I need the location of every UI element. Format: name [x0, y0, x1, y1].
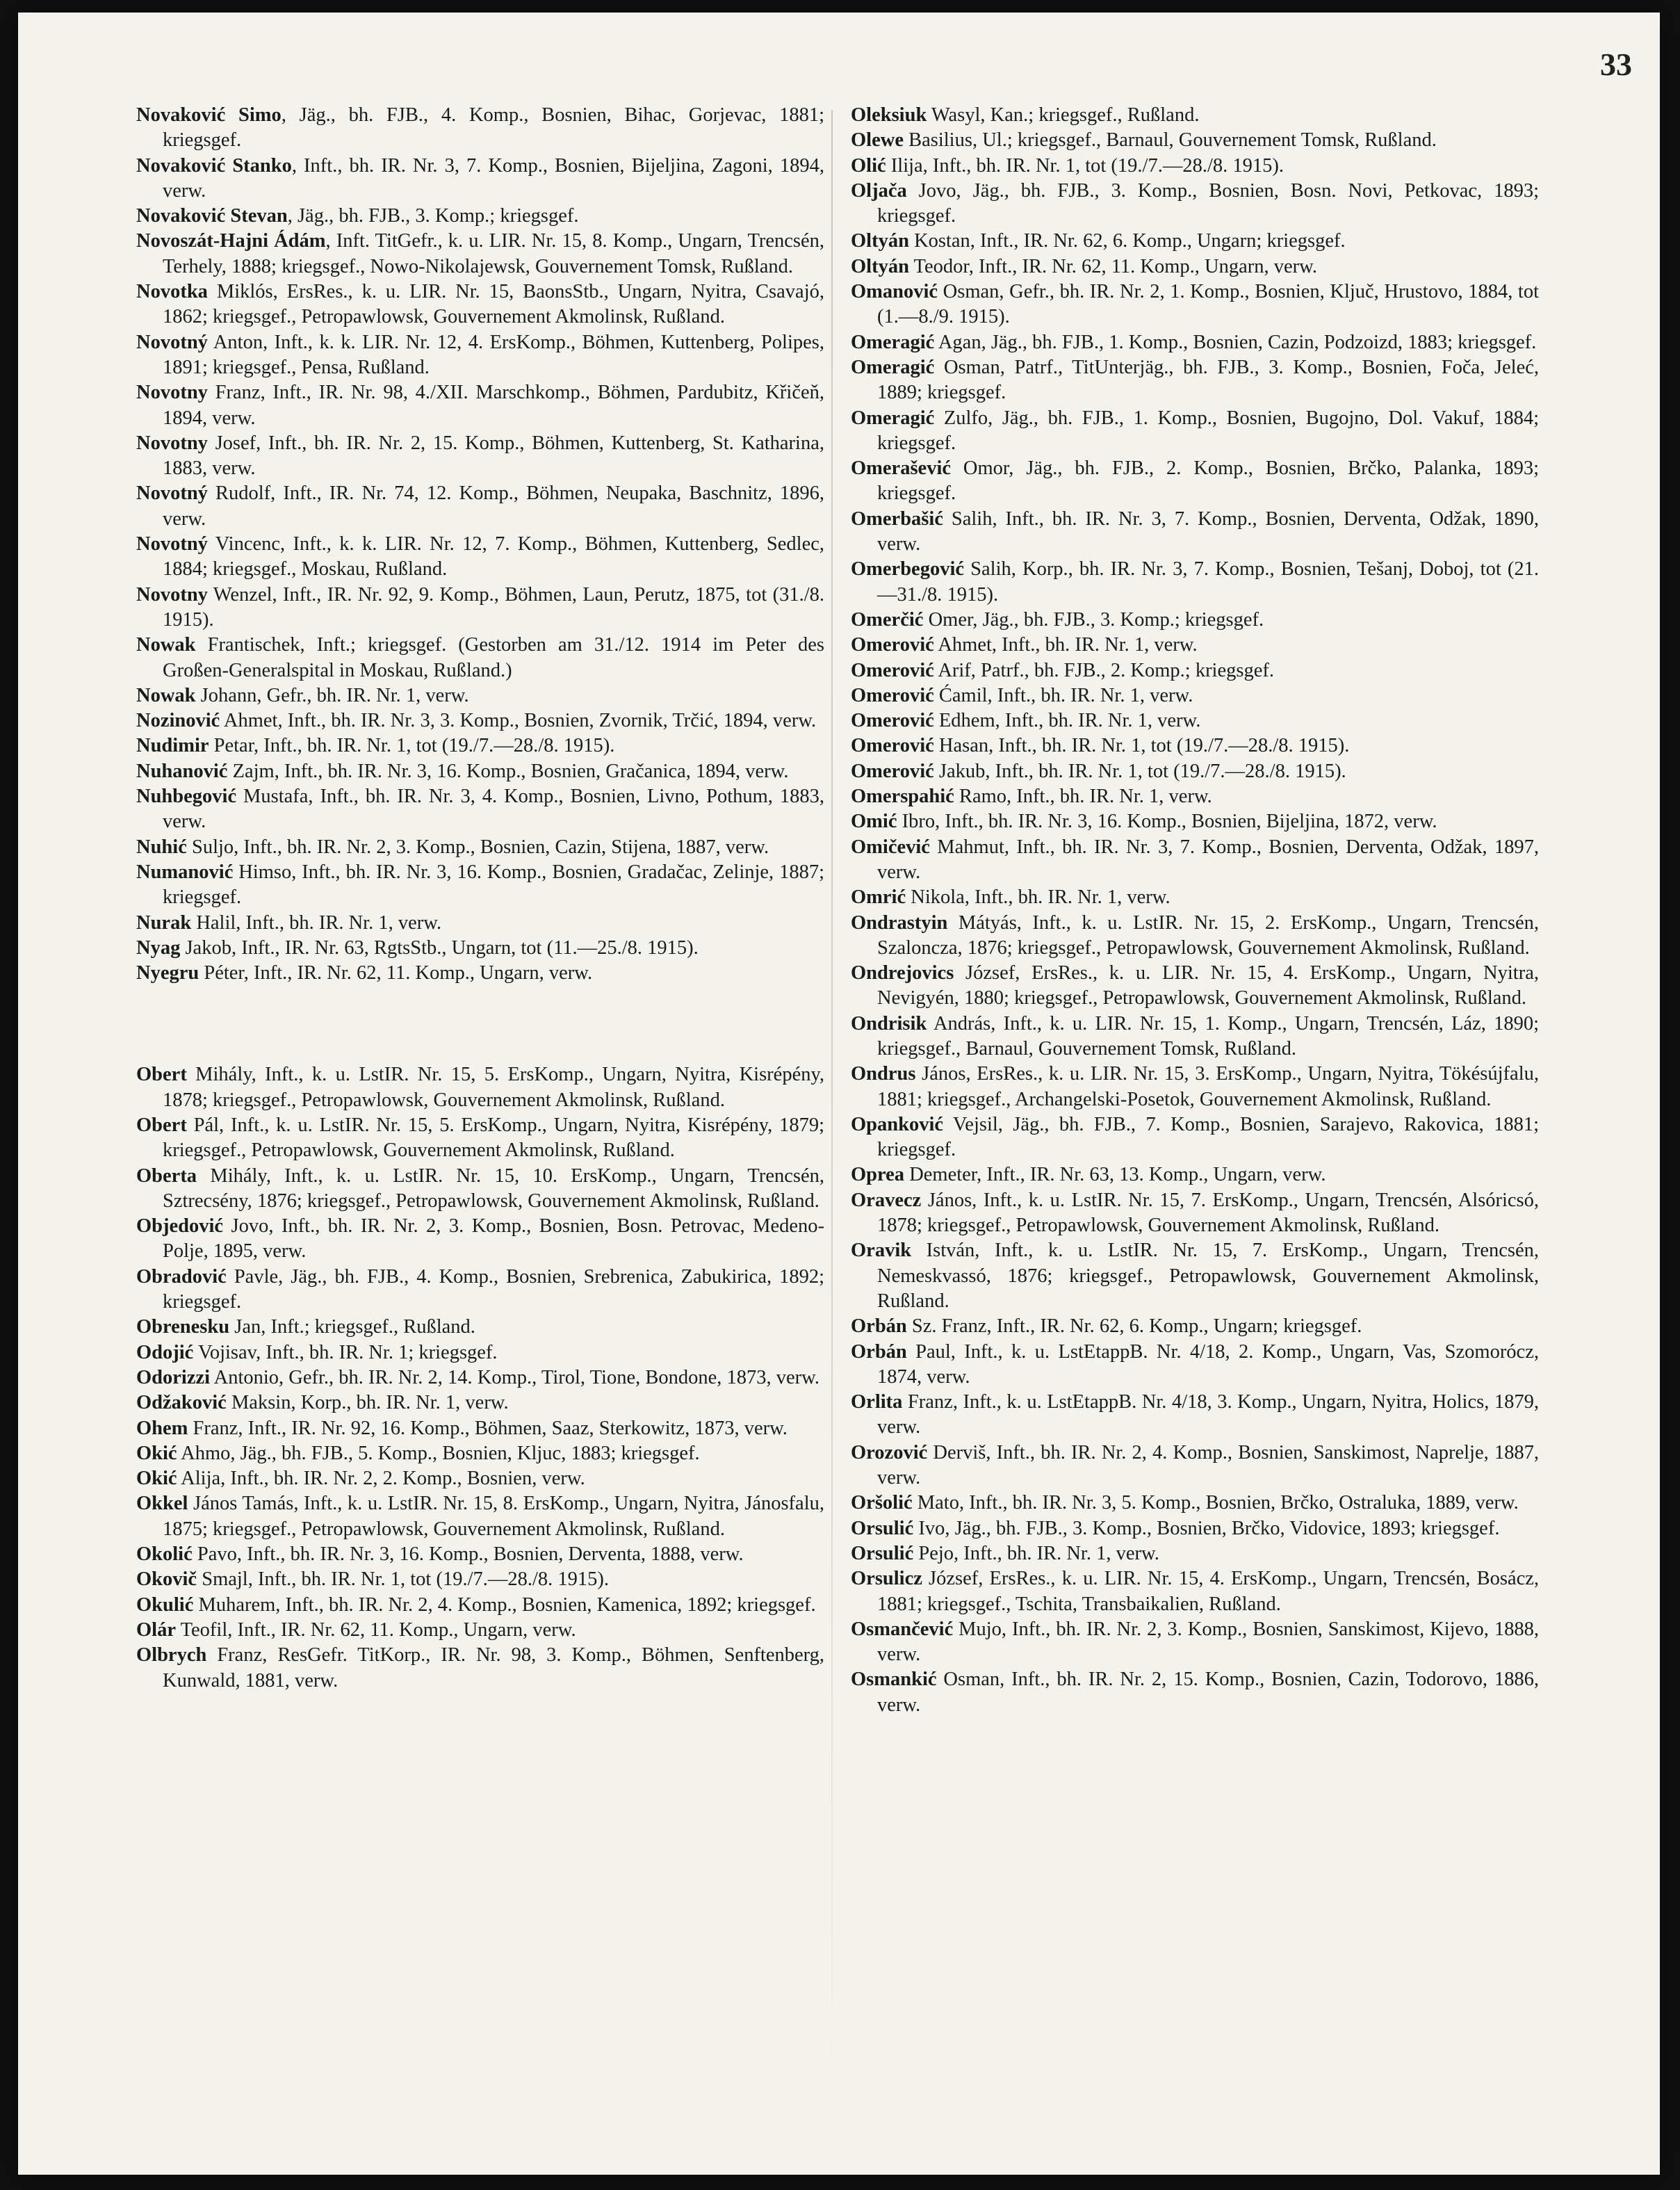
roll-entry [851, 1188, 1539, 1239]
entry-name: Okovič [136, 1568, 197, 1591]
roll-entry [851, 1667, 1539, 1718]
roll-entry [851, 708, 1539, 733]
roll-entry [136, 279, 824, 330]
entry-name: Ondrisik [851, 1012, 927, 1035]
entry-name: Novaković Stanko [136, 154, 292, 177]
roll-entry [136, 1365, 824, 1390]
entry-name: Orsulić [851, 1542, 914, 1564]
roll-entry [136, 229, 824, 279]
entry-details: Hasan, Inft., bh. IR. Nr. 1, tot (19./7.—28./8. 1915). [933, 735, 1350, 757]
roll-entry [136, 154, 824, 204]
roll-entry [136, 1593, 824, 1618]
entry-name: Orsulicz [851, 1568, 922, 1590]
entry-details: Miklós, ErsRes., k. u. LIR. Nr. 15, BaonsStb., Ungarn, Nyitra, Csavajó, 1862; kriegsgef., Petropawlowsk, Gouvernement Akmolinsk, Rußland. [163, 281, 824, 328]
entry-details: , Inft., bh. IR. Nr. 3, 7. Komp., Bosnien, Bijeljina, Zagoni, 1894, verw. [163, 154, 824, 202]
entry-details: Himso, Inft., bh. IR. Nr. 3, 16. Komp., Bosnien, Gradačac, Zelinje, 1887; kriegsgef. [163, 861, 824, 909]
entry-details: Jan, Inft.; kriegsgef., Rußland. [229, 1316, 475, 1338]
roll-entry [136, 1315, 824, 1340]
roll-entry [851, 279, 1539, 330]
entry-name: Oltyán [851, 255, 909, 277]
entry-name: Oršolić [851, 1492, 913, 1514]
roll-entry [136, 733, 824, 759]
entry-details: Pavo, Inft., bh. IR. Nr. 3, 16. Komp., Bosnien, Derventa, 1888, verw. [192, 1543, 744, 1566]
roll-entry [136, 583, 824, 633]
roll-entry [136, 431, 824, 482]
entry-name: Omerašević [851, 457, 952, 480]
entry-details: Smajl, Inft., bh. IR. Nr. 1, tot (19./7.—28./8. 1915). [197, 1568, 610, 1591]
roll-entry [136, 1214, 824, 1265]
roll-entry [136, 860, 824, 911]
roll-entry [136, 1113, 824, 1164]
entry-details: Pavle, Jäg., bh. FJB., 4. Komp., Bosnien, Srebrenica, Zabukirica, 1892; kriegsgef. [163, 1265, 824, 1313]
entry-details: Franz, ResGefr. TitKorp., IR. Nr. 98, 3. Komp., Böhmen, Senftenberg, Kunwald, 1881, verw. [163, 1644, 824, 1692]
entry-details: Mátyás, Inft., k. u. LstIR. Nr. 15, 2. ErsKomp., Ungarn, Trencsén, Szaloncza, 1876; kriegsgef., Petropawlowsk, Gouvernement Akmolinsk, Rußland. [877, 911, 1539, 959]
entry-details: Salih, Inft., bh. IR. Nr. 3, 7. Komp., Bosnien, Derventa, Odžak, 1890, verw. [877, 508, 1539, 555]
roll-entry [851, 1566, 1539, 1617]
roll-entry [851, 1314, 1539, 1339]
roll-entry [851, 1062, 1539, 1112]
entry-name: Orozović [851, 1441, 928, 1463]
entry-name: Orsulić [851, 1517, 914, 1539]
entry-name: Omeragić [851, 331, 935, 353]
entry-name: Nowak [136, 684, 196, 706]
roll-entry [851, 254, 1539, 279]
entry-name: Omerović [851, 634, 934, 656]
entry-name: Okić [136, 1442, 177, 1464]
roll-entry [851, 179, 1539, 229]
roll-entry [851, 1491, 1539, 1516]
roll-entry [851, 633, 1539, 658]
entry-details: Sz. Franz, Inft., IR. Nr. 62, 6. Komp., Ungarn; kriegsgef. [906, 1315, 1362, 1338]
entry-details: Ramo, Inft., bh. IR. Nr. 1, verw. [954, 786, 1212, 808]
roll-entry [851, 759, 1539, 784]
roll-entry [851, 608, 1539, 633]
entry-name: Nuhanović [136, 760, 228, 782]
entry-name: Obert [136, 1064, 187, 1086]
entry-details: János, Inft., k. u. LstIR. Nr. 15, 7. ErsKomp., Ungarn, Trencsén, Alsóricsó, 1878; kriegsgef., Petropawlowsk, Gouvernement Akmolinsk, Rußland. [877, 1189, 1539, 1237]
left-column [136, 103, 824, 1694]
roll-entry [851, 809, 1539, 834]
entry-name: Olbrych [136, 1644, 207, 1666]
entry-details: Ivo, Jäg., bh. FJB., 3. Komp., Bosnien, Brčko, Vidovice, 1893; kriegsgef. [913, 1517, 1500, 1539]
entry-details: Pál, Inft., k. u. LstIR. Nr. 15, 5. ErsKomp., Ungarn, Nyitra, Kisrépény, 1879; kriegsgef., Petropawlowsk, Gouvernement Akmolinsk, Rußland. [163, 1114, 824, 1162]
entry-name: Omerbašić [851, 508, 943, 530]
entry-name: Ondrastyin [851, 911, 948, 934]
entry-details: István, Inft., k. u. LstIR. Nr. 15, 7. ErsKomp., Ungarn, Trencsén, Nemeskvassó, 1876; kriegsgef., Petropawlowsk, Gouvernement Akmolinsk, Rußland. [877, 1240, 1539, 1312]
roll-entry [136, 1618, 824, 1643]
roll-entry [136, 481, 824, 532]
entry-name: Novotný [136, 533, 208, 555]
entry-details: Agan, Jäg., bh. FJB., 1. Komp., Bosnien, Cazin, Podzoizd, 1883; kriegsgef. [934, 331, 1537, 353]
entry-details: Ilija, Inft., bh. IR. Nr. 1, tot (19./7.—28./8. 1915). [886, 154, 1284, 177]
entry-details: Jakub, Inft., bh. IR. Nr. 1, tot (19./7.—28./8. 1915). [933, 760, 1346, 782]
entry-name: Ohem [136, 1417, 188, 1439]
entry-details: Omer, Jäg., bh. FJB., 3. Komp.; kriegsgef. [923, 608, 1264, 631]
roll-entry [851, 1541, 1539, 1566]
entry-details: Mustafa, Inft., bh. IR. Nr. 3, 4. Komp., Bosnien, Livno, Pothum, 1883, verw. [163, 786, 824, 833]
entry-name: Omerović [851, 760, 934, 782]
roll-entry [851, 1162, 1539, 1187]
entry-details: Wasyl, Kan.; kriegsgef., Rußland. [927, 104, 1200, 126]
entry-name: Novotný [136, 482, 208, 505]
entry-name: Oleksiuk [851, 104, 927, 126]
entry-name: Oravecz [851, 1189, 922, 1211]
roll-entry [136, 936, 824, 961]
entry-details: József, ErsRes., k. u. LIR. Nr. 15, 4. ErsKomp., Ungarn, Trencsén, Bosácz, 1881; kriegsgef., Tschita, Transbaikalien, Rußland. [877, 1568, 1539, 1615]
entry-name: Odojić [136, 1341, 194, 1363]
entry-name: Obert [136, 1114, 187, 1136]
roll-entry [136, 330, 824, 381]
page-number: 33 [1600, 47, 1632, 82]
entry-name: Omerspahić [851, 786, 954, 808]
entry-name: Okić [136, 1468, 177, 1490]
entry-details: Ćamil, Inft., bh. IR. Nr. 1, verw. [933, 684, 1193, 706]
entry-details: Vojisav, Inft., bh. IR. Nr. 1; kriegsgef. [193, 1341, 498, 1363]
entry-details: Anton, Inft., k. k. LIR. Nr. 12, 4. ErsKomp., Böhmen, Kuttenberg, Polipes, 1891; kriegsgef., Pensa, Rußland. [163, 331, 824, 378]
roll-entry [851, 557, 1539, 608]
entry-name: Obradović [136, 1265, 227, 1288]
entry-details: Pejo, Inft., bh. IR. Nr. 1, verw. [913, 1542, 1159, 1564]
entry-name: Novotny [136, 382, 208, 404]
entry-name: Nozinović [136, 710, 220, 732]
entry-details: Johann, Gefr., bh. IR. Nr. 1, verw. [195, 684, 469, 706]
entry-name: Omeragić [851, 407, 935, 429]
entry-name: Omerović [851, 659, 934, 681]
roll-entry [851, 507, 1539, 558]
entry-name: Oprea [851, 1164, 905, 1186]
entry-details: Omor, Jäg., bh. FJB., 2. Komp., Bosnien, Brčko, Palanka, 1893; kriegsgef. [877, 457, 1539, 505]
entry-name: Oltyán [851, 230, 909, 252]
entry-name: Novoszát-Hajni Ádám [136, 230, 326, 252]
roll-entry [136, 380, 824, 431]
entry-name: Omerčić [851, 608, 924, 631]
roll-entry [851, 1617, 1539, 1668]
roll-entry [136, 1441, 824, 1466]
entry-details: Zajm, Inft., bh. IR. Nr. 3, 16. Komp., Bosnien, Gračanica, 1894, verw. [227, 760, 789, 782]
entry-name: Novotny [136, 583, 208, 606]
entry-details: Ahmo, Jäg., bh. FJB., 5. Komp., Bosnien, Kljuc, 1883; kriegsgef. [177, 1442, 700, 1464]
entry-details: Frantischek, Inft.; kriegsgef. (Gestorben am 31./12. 1914 im Peter des Großen-Generalspital in Moskau, Rußland.) [163, 634, 824, 681]
entry-name: Nyegru [136, 962, 199, 984]
entry-name: Olić [851, 154, 886, 177]
entry-details: Salih, Korp., bh. IR. Nr. 3, 7. Komp., Bosnien, Tešanj, Doboj, tot (21.—31./8. 1915). [877, 558, 1539, 606]
roll-entry [136, 784, 824, 835]
entry-name: Nowak [136, 634, 196, 656]
roll-entry [136, 1542, 824, 1567]
roll-entry [851, 456, 1539, 507]
entry-details: Zulfo, Jäg., bh. FJB., 1. Komp., Bosnien, Bugojno, Dol. Vakuf, 1884; kriegsgef. [877, 407, 1539, 454]
column-divider [831, 110, 833, 2126]
entry-details: , Inft. TitGefr., k. u. LIR. Nr. 15, 8. Komp., Ungarn, Trencsén, Terhely, 1888; kriegsgef., Nowo-Nikolajewsk, Gouvernement Tomsk, Rußland. [163, 230, 825, 277]
roll-entry [136, 911, 824, 936]
entry-details: János, ErsRes., k. u. LIR. Nr. 15, 3. ErsKomp., Ungarn, Nyitra, Tökésújfalu, 1881; kriegsgef., Archangelski-Posetok, Gouvernement Akmolinsk, Rußland. [877, 1063, 1539, 1110]
entry-name: Osmančević [851, 1618, 954, 1640]
entry-details: András, Inft., k. u. LIR. Nr. 15, 1. Komp., Ungarn, Trencsén, Láz, 1890; kriegsgef., Barnaul, Gouvernement Tomsk, Rußland. [877, 1012, 1539, 1060]
entry-details: Mihály, Inft., k. u. LstIR. Nr. 15, 10. ErsKomp., Ungarn, Trencsén, Sztrecsény, 1876; kriegsgef., Petropawlowsk, Gouvernement Akmolinsk, Rußland. [163, 1165, 824, 1212]
entry-details: Mujo, Inft., bh. IR. Nr. 2, 3. Komp., Bosnien, Sanskimost, Kijevo, 1888, verw. [877, 1618, 1539, 1666]
roll-entry [136, 961, 824, 986]
entry-name: Olewe [851, 129, 904, 152]
entry-name: Olár [136, 1619, 176, 1641]
entry-details: , Jäg., bh. FJB., 3. Komp.; kriegsgef. [287, 205, 579, 227]
entry-details: Wenzel, Inft., IR. Nr. 92, 9. Komp., Böhmen, Laun, Perutz, 1875, tot (31./8. 1915). [163, 583, 824, 631]
entry-details: Franz, Inft., IR. Nr. 92, 16. Komp., Böhmen, Saaz, Sterkowitz, 1873, verw. [188, 1417, 788, 1439]
entry-name: Omić [851, 811, 897, 833]
entry-details: Osman, Inft., bh. IR. Nr. 2, 15. Komp., Bosnien, Cazin, Todorovo, 1886, verw. [877, 1669, 1539, 1716]
roll-entry [851, 961, 1539, 1012]
roll-entry [136, 1390, 824, 1416]
roll-entry [851, 1441, 1539, 1491]
roll-entry [851, 733, 1539, 759]
entry-details: Ahmet, Inft., bh. IR. Nr. 1, verw. [933, 634, 1198, 656]
entry-details: Franz, Inft., k. u. LstEtappB. Nr. 4/18, 3. Komp., Ungarn, Nyitra, Holics, 1879, verw. [877, 1391, 1539, 1438]
roll-entry [851, 835, 1539, 886]
roll-entry [136, 1062, 824, 1113]
entry-details: Kostan, Inft., IR. Nr. 62, 6. Komp., Ungarn; kriegsgef. [908, 230, 1346, 252]
roll-entry [851, 355, 1539, 406]
entry-name: Nudimir [136, 735, 209, 757]
entry-name: Omerović [851, 735, 934, 757]
entry-details: Jovo, Inft., bh. IR. Nr. 2, 3. Komp., Bosnien, Bosn. Petrovac, Medeno-Polje, 1895, verw. [163, 1215, 824, 1263]
roll-entry [851, 229, 1539, 254]
roll-entry [136, 1491, 824, 1542]
entry-name: Omeragić [851, 356, 935, 378]
roll-entry [851, 154, 1539, 179]
roll-entry [851, 683, 1539, 708]
entry-details: Osman, Gefr., bh. IR. Nr. 2, 1. Komp., Bosnien, Ključ, Hrustovo, 1884, tot (1.—8./9. 1915). [877, 281, 1539, 328]
entry-details: József, ErsRes., k. u. LIR. Nr. 15, 4. ErsKomp., Ungarn, Nyitra, Nevigyén, 1880; kriegsgef., Petropawlowsk, Gouvernement Akmolinsk, Rußland. [877, 962, 1539, 1009]
entry-name: Nuhić [136, 836, 187, 858]
entry-name: Okulić [136, 1593, 194, 1616]
entry-name: Omerović [851, 684, 934, 706]
roll-entry [136, 1466, 824, 1491]
roll-entry [136, 633, 824, 683]
entry-name: Opanković [851, 1113, 944, 1135]
entry-details: Alija, Inft., bh. IR. Nr. 2, 2. Komp., Bosnien, verw. [177, 1468, 585, 1490]
roll-entry [851, 658, 1539, 683]
entry-details: Ibro, Inft., bh. IR. Nr. 3, 16. Komp., Bosnien, Bijeljina, 1872, verw. [897, 811, 1437, 833]
entry-name: Orbán [851, 1340, 907, 1363]
roll-entry [136, 1164, 824, 1215]
entry-details: Petar, Inft., bh. IR. Nr. 1, tot (19./7.—28./8. 1915). [209, 735, 615, 757]
entry-name: Ondrus [851, 1063, 916, 1085]
roll-entry [136, 683, 824, 708]
entry-details: Jovo, Jäg., bh. FJB., 3. Komp., Bosnien, Bosn. Novi, Petkovac, 1893; kriegsgef. [877, 179, 1539, 227]
roll-entry [851, 885, 1539, 910]
entry-details: Péter, Inft., IR. Nr. 62, 11. Komp., Ungarn, verw. [199, 962, 593, 984]
entry-details: Arif, Patrf., bh. FJB., 2. Komp.; kriegsgef. [933, 659, 1274, 681]
entry-name: Obrenesku [136, 1316, 230, 1338]
entry-name: Numanović [136, 861, 234, 883]
roll-entry [851, 1112, 1539, 1163]
entry-name: Oberta [136, 1165, 197, 1187]
roll-entry [136, 1416, 824, 1441]
roll-entry [136, 1643, 824, 1694]
entry-details: Basilius, Ul.; kriegsgef., Barnaul, Gouvernement Tomsk, Rußland. [903, 129, 1437, 152]
roll-entry [136, 835, 824, 860]
entry-details: Mato, Inft., bh. IR. Nr. 3, 5. Komp., Bosnien, Brčko, Ostraluka, 1889, verw. [912, 1492, 1519, 1514]
entry-name: Omanović [851, 281, 938, 303]
entry-details: Vincenc, Inft., k. k. LIR. Nr. 12, 7. Komp., Böhmen, Kuttenberg, Sedlec, 1884; kriegsgef., Moskau, Rußland. [163, 533, 824, 581]
roll-entry [851, 330, 1539, 355]
entry-name: Oljača [851, 179, 907, 202]
right-column [851, 103, 1539, 1718]
entry-details: Muharem, Inft., bh. IR. Nr. 2, 4. Komp., Bosnien, Kamenica, 1892; kriegsgef. [193, 1593, 816, 1616]
entry-details: Derviš, Inft., bh. IR. Nr. 2, 4. Komp., Bosnien, Sanskimost, Naprelje, 1887, verw. [877, 1441, 1539, 1489]
entry-name: Oravik [851, 1240, 912, 1262]
entry-name: Omrić [851, 886, 906, 909]
roll-entry [136, 708, 824, 733]
roll-entry [136, 204, 824, 229]
entry-details: Paul, Inft., k. u. LstEtappB. Nr. 4/18, 2. Komp., Ungarn, Vas, Szomorócz, 1874, verw. [877, 1340, 1539, 1388]
entry-details: Nikola, Inft., bh. IR. Nr. 1, verw. [906, 886, 1171, 909]
roll-entry [851, 911, 1539, 962]
entry-name: Orbán [851, 1315, 907, 1338]
roll-entry [851, 406, 1539, 457]
entry-name: Novaković Stevan [136, 205, 288, 227]
entry-details: Antonio, Gefr., bh. IR. Nr. 2, 14. Komp., Tirol, Tione, Bondone, 1873, verw. [210, 1366, 820, 1388]
roll-entry [136, 532, 824, 583]
entry-name: Omerbegović [851, 558, 965, 581]
entry-details: Osman, Patrf., TitUnterjäg., bh. FJB., 3. Komp., Bosnien, Foča, Jeleć, 1889; kriegsgef. [877, 356, 1539, 404]
entry-name: Novaković Simo [136, 104, 282, 126]
entry-name: Omičević [851, 836, 930, 858]
entry-details: Demeter, Inft., IR. Nr. 63, 13. Komp., Ungarn, verw. [904, 1164, 1326, 1186]
entry-name: Odžaković [136, 1392, 227, 1414]
roll-entry [851, 1012, 1539, 1062]
entry-name: Omerović [851, 710, 934, 732]
entry-name: Novotka [136, 281, 208, 303]
entry-name: Nyag [136, 936, 181, 959]
roll-entry [136, 759, 824, 784]
roll-entry [851, 103, 1539, 128]
roll-entry [136, 103, 824, 154]
entry-name: Objedović [136, 1215, 224, 1238]
entry-name: Novotný [136, 331, 208, 353]
roll-entry [851, 1390, 1539, 1441]
entry-details: Jakob, Inft., IR. Nr. 63, RgtsStb., Ungarn, tot (11.—25./8. 1915). [180, 936, 699, 959]
page [18, 13, 1660, 2175]
roll-entry [136, 1265, 824, 1315]
entry-details: Teodor, Inft., IR. Nr. 62, 11. Komp., Ungarn, verw. [908, 255, 1318, 277]
entry-name: Nurak [136, 911, 192, 934]
entry-details: Maksin, Korp., bh. IR. Nr. 1, verw. [226, 1392, 509, 1414]
entry-name: Okolić [136, 1543, 193, 1566]
roll-entry [851, 784, 1539, 809]
entry-details: Mihály, Inft., k. u. LstIR. Nr. 15, 5. ErsKomp., Ungarn, Nyitra, Kisrépény, 1878; kriegsgef., Petropawlowsk, Gouvernement Akmolinsk, Rußland. [163, 1064, 824, 1111]
roll-entry [136, 1567, 824, 1592]
entry-details: Vejsil, Jäg., bh. FJB., 7. Komp., Bosnien, Sarajevo, Rakovica, 1881; kriegsgef. [877, 1113, 1539, 1161]
entry-name: Nuhbegović [136, 786, 237, 808]
roll-entry [851, 128, 1539, 153]
entry-details: Halil, Inft., bh. IR. Nr. 1, verw. [191, 911, 442, 934]
entry-details: Rudolf, Inft., IR. Nr. 74, 12. Komp., Böhmen, Neupaka, Baschnitz, 1896, verw. [163, 482, 824, 530]
entry-name: Ondrejovics [851, 962, 954, 984]
roll-entry [851, 1340, 1539, 1390]
entry-name: Novotny [136, 432, 208, 454]
section-gap [136, 986, 824, 1062]
entry-details: János Tamás, Inft., k. u. LstIR. Nr. 15, 8. ErsKomp., Ungarn, Nyitra, Jánosfalu, 1875; kriegsgef., Petropawlowsk, Gouvernement Akmolinsk, Rußland. [163, 1493, 824, 1540]
entry-details: Josef, Inft., bh. IR. Nr. 2, 15. Komp., Böhmen, Kuttenberg, St. Katharina, 1883, verw. [163, 432, 824, 480]
entry-details: Edhem, Inft., bh. IR. Nr. 1, verw. [933, 710, 1201, 732]
entry-name: Orlita [851, 1391, 903, 1413]
entry-details: Suljo, Inft., bh. IR. Nr. 2, 3. Komp., Bosnien, Cazin, Stijena, 1887, verw. [186, 836, 769, 858]
roll-entry [851, 1238, 1539, 1314]
entry-name: Osmankić [851, 1669, 937, 1691]
entry-details: Mahmut, Inft., bh. IR. Nr. 3, 7. Komp., Bosnien, Derventa, Odžak, 1897, verw. [877, 836, 1539, 883]
entry-details: , Jäg., bh. FJB., 4. Komp., Bosnien, Bihac, Gorjevac, 1881; kriegsgef. [163, 104, 824, 152]
entry-details: Ahmet, Inft., bh. IR. Nr. 3, 3. Komp., Bosnien, Zvornik, Trčić, 1894, verw. [220, 710, 817, 732]
entry-details: Teofil, Inft., IR. Nr. 62, 11. Komp., Ungarn, verw. [176, 1619, 576, 1641]
roll-entry [851, 1516, 1539, 1541]
entry-name: Odorizzi [136, 1366, 211, 1388]
entry-name: Okkel [136, 1493, 188, 1515]
roll-entry [136, 1340, 824, 1365]
entry-details: Franz, Inft., IR. Nr. 98, 4./XII. Marschkomp., Böhmen, Pardubitz, Křičeň, 1894, verw. [163, 382, 824, 429]
